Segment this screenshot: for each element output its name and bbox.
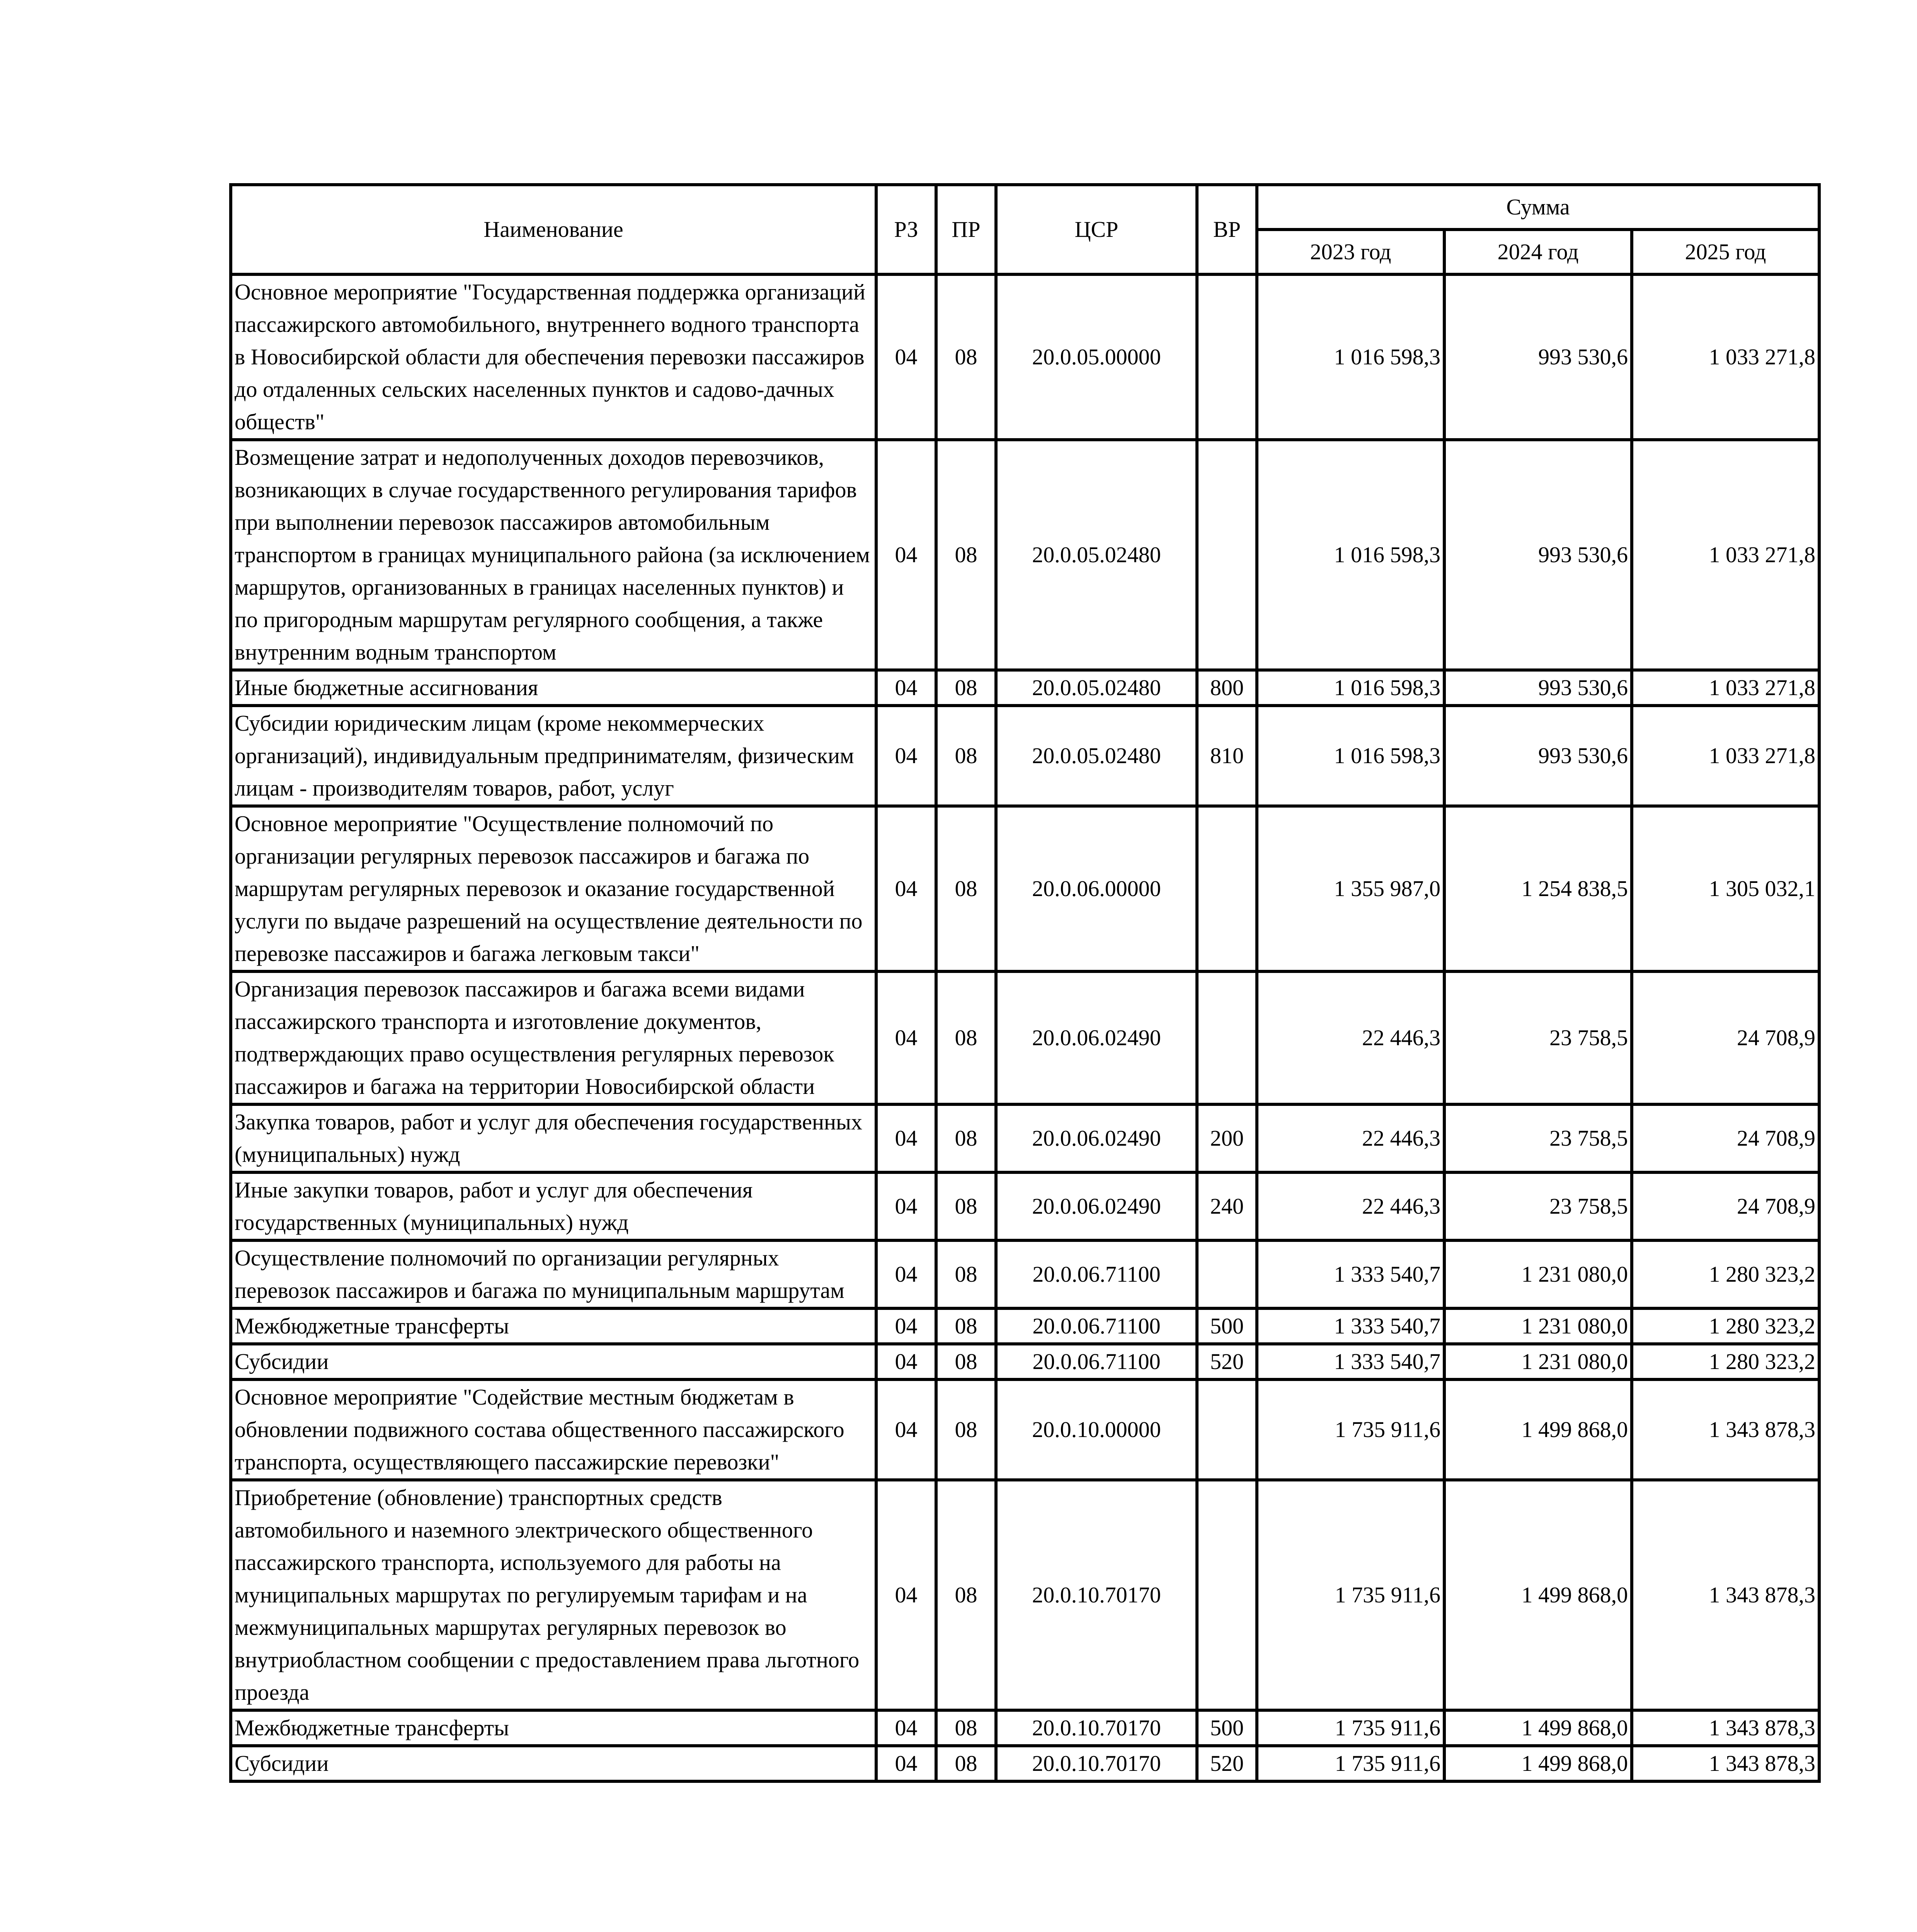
table-row [231, 1240, 1819, 1308]
row-rz-cell: 04 [876, 274, 936, 440]
row-2025-cell: 1 280 323,2 [1632, 1308, 1819, 1344]
table-row [231, 1480, 1819, 1710]
row-pr-cell: 08 [936, 1746, 996, 1781]
row-2025-cell: 1 033 271,8 [1632, 706, 1819, 806]
row-csr-cell: 20.0.05.02480 [996, 670, 1197, 706]
row-2024-cell: 1 231 080,0 [1444, 1240, 1632, 1308]
row-name-cell: Межбюджетные трансферты [231, 1308, 876, 1344]
row-2023-cell: 1 355 987,0 [1257, 806, 1444, 971]
table-row [231, 1308, 1819, 1344]
row-2025-cell: 1 343 878,3 [1632, 1379, 1819, 1480]
row-2023-cell: 1 735 911,6 [1257, 1710, 1444, 1746]
row-vr-cell: 800 [1197, 670, 1257, 706]
row-name-cell: Межбюджетные трансферты [231, 1710, 876, 1746]
row-vr-cell: 200 [1197, 1104, 1257, 1172]
table-row [231, 1344, 1819, 1379]
row-2025-cell: 1 033 271,8 [1632, 440, 1819, 670]
row-csr-cell: 20.0.05.02480 [996, 706, 1197, 806]
row-name-cell: Субсидии [231, 1344, 876, 1379]
row-2025-cell: 1 280 323,2 [1632, 1344, 1819, 1379]
row-2024-cell: 23 758,5 [1444, 1104, 1632, 1172]
row-pr-cell: 08 [936, 1308, 996, 1344]
table-row [231, 1710, 1819, 1746]
row-name-cell: Иные закупки товаров, работ и услуг для обеспечения государственных (муниципальных) нужд [231, 1172, 876, 1240]
row-vr-cell [1197, 1379, 1257, 1480]
row-vr-cell: 500 [1197, 1308, 1257, 1344]
row-2025-cell: 24 708,9 [1632, 971, 1819, 1104]
row-pr-cell: 08 [936, 1379, 996, 1480]
row-rz-cell: 04 [876, 440, 936, 670]
row-rz-cell: 04 [876, 1172, 936, 1240]
row-rz-cell: 04 [876, 670, 936, 706]
header-name: Наименование [231, 185, 876, 274]
row-rz-cell: 04 [876, 1379, 936, 1480]
row-csr-cell: 20.0.06.71100 [996, 1308, 1197, 1344]
row-vr-cell [1197, 274, 1257, 440]
row-pr-cell: 08 [936, 706, 996, 806]
row-2023-cell: 1 735 911,6 [1257, 1379, 1444, 1480]
row-name-cell: Приобретение (обновление) транспортных средств автомобильного и наземного электрического общественного пассажирского транспорта, используемого для работы на муниципальных маршрутах по регулируемым тарифам и на межмуниципальных маршрутах регулярных перевозок во внутриобластном сообщении с предоставлением права льготного проезда [231, 1480, 876, 1710]
row-2024-cell: 1 499 868,0 [1444, 1379, 1632, 1480]
header-pr: ПР [936, 185, 996, 274]
row-vr-cell [1197, 440, 1257, 670]
row-2025-cell: 1 343 878,3 [1632, 1710, 1819, 1746]
header-vr: ВР [1197, 185, 1257, 274]
table-row [231, 706, 1819, 806]
row-rz-cell: 04 [876, 1104, 936, 1172]
table-row [231, 806, 1819, 971]
row-2025-cell: 1 343 878,3 [1632, 1480, 1819, 1710]
row-2024-cell: 1 499 868,0 [1444, 1746, 1632, 1781]
header-year-2023: 2023 год [1257, 230, 1444, 274]
row-2024-cell: 1 499 868,0 [1444, 1710, 1632, 1746]
row-rz-cell: 04 [876, 1344, 936, 1379]
row-vr-cell [1197, 1240, 1257, 1308]
header-year-2024: 2024 год [1444, 230, 1632, 274]
row-csr-cell: 20.0.06.71100 [996, 1344, 1197, 1379]
row-2024-cell: 23 758,5 [1444, 1172, 1632, 1240]
row-rz-cell: 04 [876, 971, 936, 1104]
row-pr-cell: 08 [936, 1240, 996, 1308]
row-pr-cell: 08 [936, 1344, 996, 1379]
row-2025-cell: 1 280 323,2 [1632, 1240, 1819, 1308]
row-csr-cell: 20.0.10.70170 [996, 1746, 1197, 1781]
row-csr-cell: 20.0.06.00000 [996, 806, 1197, 971]
table-row [231, 1104, 1819, 1172]
row-csr-cell: 20.0.10.70170 [996, 1480, 1197, 1710]
header-year-2025: 2025 год [1632, 230, 1819, 274]
row-name-cell: Организация перевозок пассажиров и багажа всеми видами пассажирского транспорта и изготовление документов, подтверждающих право осуществления регулярных перевозок пассажиров и багажа на территории Новосибирской области [231, 971, 876, 1104]
row-2025-cell: 24 708,9 [1632, 1104, 1819, 1172]
row-2024-cell: 1 499 868,0 [1444, 1480, 1632, 1710]
row-pr-cell: 08 [936, 1104, 996, 1172]
row-rz-cell: 04 [876, 1710, 936, 1746]
row-pr-cell: 08 [936, 1480, 996, 1710]
row-pr-cell: 08 [936, 1710, 996, 1746]
row-name-cell: Возмещение затрат и недополученных доходов перевозчиков, возникающих в случае государственного регулирования тарифов при выполнении перевозок пассажиров автомобильным транспортом в границах муниципального района (за исключением маршрутов, организованных в границах населенных пунктов) и по пригородным маршрутам регулярного сообщения, а также внутренним водным транспортом [231, 440, 876, 670]
row-rz-cell: 04 [876, 706, 936, 806]
row-2024-cell: 993 530,6 [1444, 670, 1632, 706]
row-rz-cell: 04 [876, 1240, 936, 1308]
row-2023-cell: 1 735 911,6 [1257, 1746, 1444, 1781]
row-rz-cell: 04 [876, 806, 936, 971]
table-row [231, 440, 1819, 670]
row-vr-cell: 500 [1197, 1710, 1257, 1746]
row-2023-cell: 22 446,3 [1257, 971, 1444, 1104]
row-2024-cell: 993 530,6 [1444, 706, 1632, 806]
row-vr-cell [1197, 1480, 1257, 1710]
row-name-cell: Основное мероприятие "Осуществление полномочий по организации регулярных перевозок пассажиров и багажа по маршрутам регулярных перевозок и оказание государственной услуги по выдаче разрешений на осуществление деятельности по перевозке пассажиров и багажа легковым такси" [231, 806, 876, 971]
budget-table [229, 183, 1821, 1783]
row-name-cell: Субсидии юридическим лицам (кроме некоммерческих организаций), индивидуальным предпринимателям, физическим лицам - производителям товаров, работ, услуг [231, 706, 876, 806]
row-2025-cell: 1 343 878,3 [1632, 1746, 1819, 1781]
row-2024-cell: 1 231 080,0 [1444, 1308, 1632, 1344]
row-pr-cell: 08 [936, 806, 996, 971]
table-row [231, 1746, 1819, 1781]
row-2023-cell: 1 016 598,3 [1257, 274, 1444, 440]
table-body [231, 274, 1819, 1781]
row-csr-cell: 20.0.06.02490 [996, 1104, 1197, 1172]
row-csr-cell: 20.0.06.02490 [996, 971, 1197, 1104]
row-2023-cell: 1 016 598,3 [1257, 670, 1444, 706]
table-row [231, 971, 1819, 1104]
table-row [231, 1379, 1819, 1480]
header-sum: Сумма [1257, 185, 1819, 230]
row-csr-cell: 20.0.06.71100 [996, 1240, 1197, 1308]
row-name-cell: Закупка товаров, работ и услуг для обеспечения государственных (муниципальных) нужд [231, 1104, 876, 1172]
row-pr-cell: 08 [936, 440, 996, 670]
row-vr-cell: 810 [1197, 706, 1257, 806]
row-name-cell: Основное мероприятие "Государственная поддержка организаций пассажирского автомобильного, внутреннего водного транспорта в Новосибирской области для обеспечения перевозки пассажиров до отдаленных сельских населенных пунктов и садово-дачных обществ" [231, 274, 876, 440]
row-rz-cell: 04 [876, 1746, 936, 1781]
row-rz-cell: 04 [876, 1480, 936, 1710]
row-vr-cell: 520 [1197, 1746, 1257, 1781]
row-pr-cell: 08 [936, 670, 996, 706]
row-2024-cell: 993 530,6 [1444, 274, 1632, 440]
row-2025-cell: 1 033 271,8 [1632, 670, 1819, 706]
row-csr-cell: 20.0.05.02480 [996, 440, 1197, 670]
table-row [231, 274, 1819, 440]
row-name-cell: Основное мероприятие "Содействие местным бюджетам в обновлении подвижного состава общественного пассажирского транспорта, осуществляющего пассажирские перевозки" [231, 1379, 876, 1480]
row-pr-cell: 08 [936, 274, 996, 440]
row-2023-cell: 22 446,3 [1257, 1172, 1444, 1240]
row-2023-cell: 22 446,3 [1257, 1104, 1444, 1172]
row-csr-cell: 20.0.05.00000 [996, 274, 1197, 440]
row-2024-cell: 1 254 838,5 [1444, 806, 1632, 971]
row-pr-cell: 08 [936, 1172, 996, 1240]
row-2025-cell: 1 305 032,1 [1632, 806, 1819, 971]
row-2023-cell: 1 333 540,7 [1257, 1344, 1444, 1379]
row-2023-cell: 1 333 540,7 [1257, 1308, 1444, 1344]
row-pr-cell: 08 [936, 971, 996, 1104]
row-name-cell: Субсидии [231, 1746, 876, 1781]
row-2025-cell: 1 033 271,8 [1632, 274, 1819, 440]
table-row [231, 670, 1819, 706]
row-csr-cell: 20.0.10.00000 [996, 1379, 1197, 1480]
table-row [231, 1172, 1819, 1240]
row-rz-cell: 04 [876, 1308, 936, 1344]
row-csr-cell: 20.0.10.70170 [996, 1710, 1197, 1746]
header-rz: РЗ [876, 185, 936, 274]
row-2023-cell: 1 016 598,3 [1257, 706, 1444, 806]
header-csr: ЦСР [996, 185, 1197, 274]
row-name-cell: Осуществление полномочий по организации регулярных перевозок пассажиров и багажа по муниципальным маршрутам [231, 1240, 876, 1308]
row-vr-cell: 520 [1197, 1344, 1257, 1379]
row-2023-cell: 1 333 540,7 [1257, 1240, 1444, 1308]
row-2024-cell: 993 530,6 [1444, 440, 1632, 670]
row-2025-cell: 24 708,9 [1632, 1172, 1819, 1240]
row-csr-cell: 20.0.06.02490 [996, 1172, 1197, 1240]
row-2023-cell: 1 016 598,3 [1257, 440, 1444, 670]
row-vr-cell: 240 [1197, 1172, 1257, 1240]
row-2024-cell: 1 231 080,0 [1444, 1344, 1632, 1379]
row-2024-cell: 23 758,5 [1444, 971, 1632, 1104]
row-vr-cell [1197, 971, 1257, 1104]
row-2023-cell: 1 735 911,6 [1257, 1480, 1444, 1710]
row-name-cell: Иные бюджетные ассигнования [231, 670, 876, 706]
row-vr-cell [1197, 806, 1257, 971]
